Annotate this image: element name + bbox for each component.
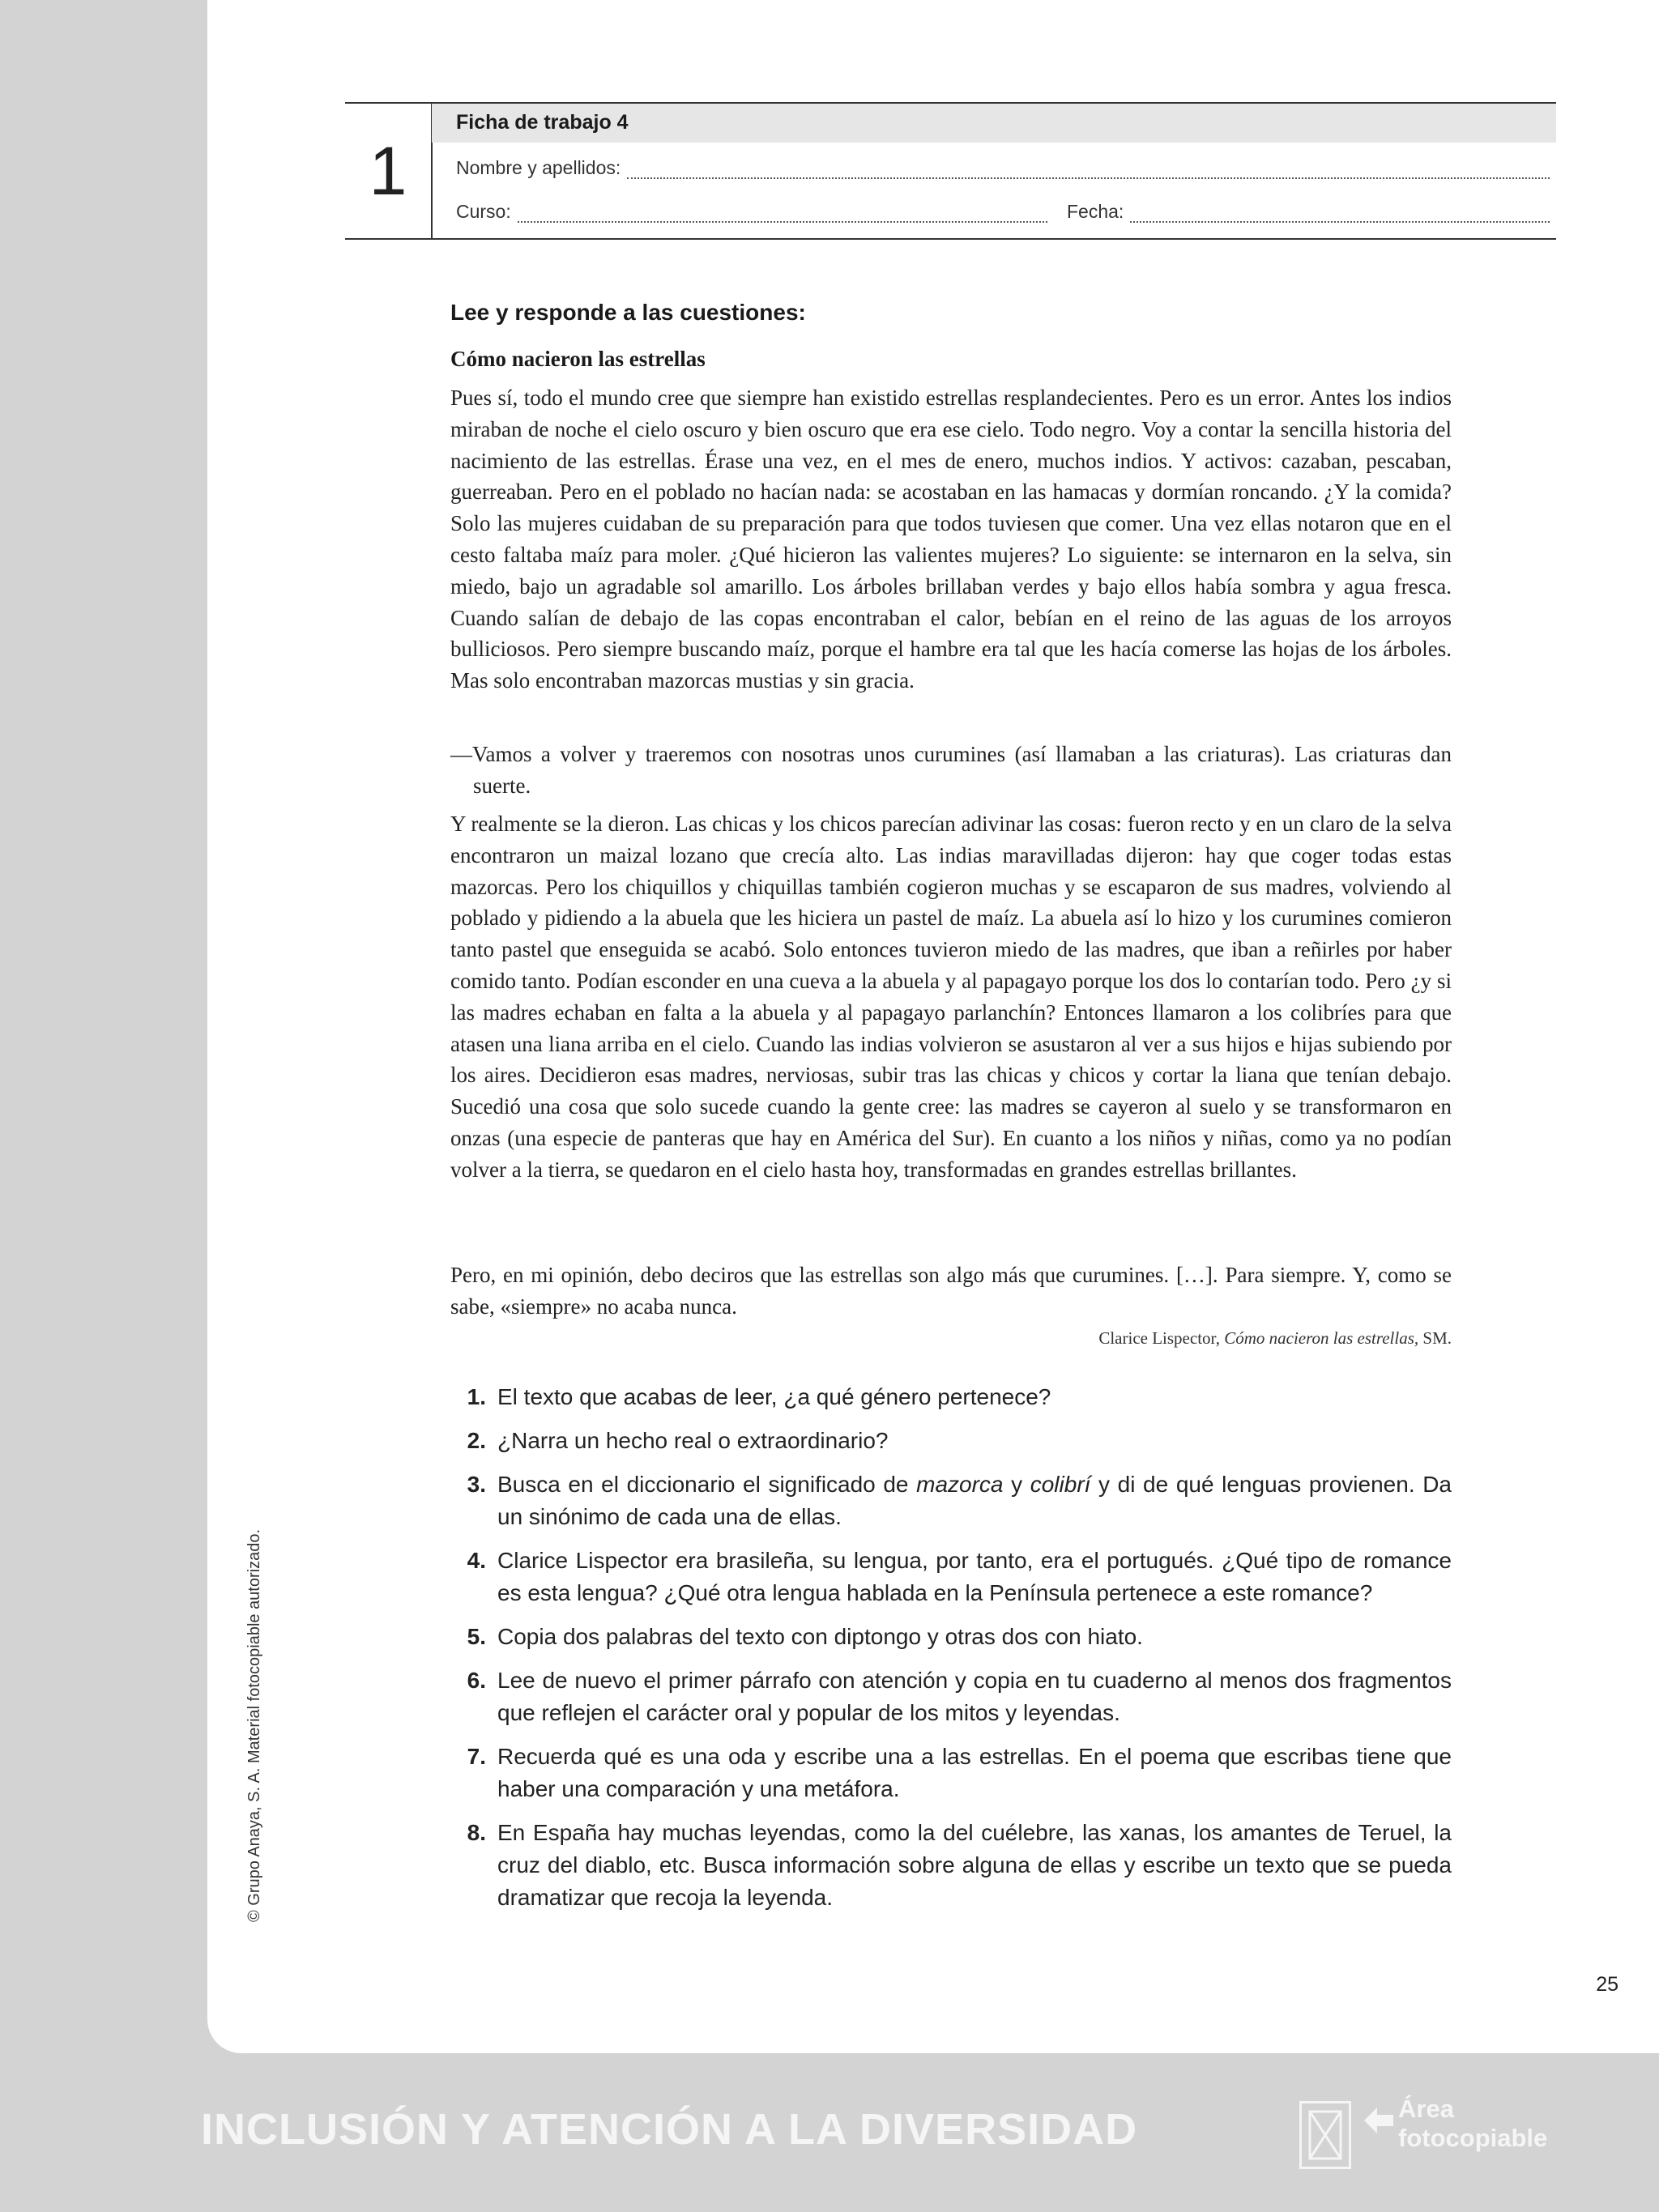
worksheet-header <box>345 102 1556 240</box>
date-label: Fecha: <box>1067 201 1124 222</box>
questions-list <box>450 1381 1452 1925</box>
question-text-part: y <box>1003 1472 1030 1497</box>
story-dialogue: —Vamos a volver y traeremos con nosotras unos curumines (así llamaban a las criaturas). Las criaturas dan suerte. <box>450 742 1452 798</box>
question-number: 7. <box>467 1744 486 1769</box>
story-credit <box>1098 1328 1452 1349</box>
question-number: 4. <box>467 1548 486 1573</box>
date-field[interactable] <box>1067 201 1550 223</box>
credit-author: Clarice Lispector, <box>1098 1328 1225 1348</box>
term-mazorca: mazorca <box>916 1472 1004 1497</box>
course-dotted-line <box>518 207 1047 223</box>
question-item <box>450 1381 1452 1413</box>
arrow-left-icon <box>1363 2104 1395 2141</box>
footer-area-label <box>1398 2095 1547 2153</box>
question-item <box>450 1664 1452 1729</box>
name-label: Nombre y apellidos: <box>456 157 621 178</box>
course-label: Curso: <box>456 201 511 222</box>
question-item <box>450 1621 1452 1653</box>
credit-publisher: SM. <box>1418 1328 1452 1348</box>
question-item <box>450 1468 1452 1533</box>
page-number: 25 <box>1596 1973 1618 1996</box>
question-number: 5. <box>467 1624 486 1649</box>
question-text: ¿Narra un hecho real o extraordinario? <box>497 1428 889 1453</box>
question-text-part: Busca en el diccionario el significado de <box>497 1472 917 1497</box>
question-number: 1. <box>467 1384 486 1409</box>
question-text: Copia dos palabras del texto con diptongo y otras dos con hiato. <box>497 1624 1143 1649</box>
question-number: 3. <box>467 1472 486 1497</box>
story-title: Cómo nacieron las estrellas <box>450 347 706 371</box>
question-item <box>450 1817 1452 1914</box>
footer-title: INCLUSIÓN Y ATENCIÓN A LA DIVERSIDAD <box>201 2105 1138 2154</box>
story-paragraph-3: Pero, en mi opinión, debo deciros que las estrellas son algo más que curumines. […]. Para siempre. Y, como se sabe, «siempre» no acaba nunca. <box>450 1263 1452 1319</box>
story-paragraph-2: Y realmente se la dieron. Las chicas y los chicos parecían adivinar las cosas: fueron recto y en un claro de la selva encontraron un maizal lozano que crecía alto. Las indias maravilladas dijeron: hay que coger todas estas mazorcas. Pero los chiquillos y chiquillas también cogieron muchas y se escaparon de sus madres, volviendo al poblado y pidiendo a la abuela que les hiciera un pastel de maíz. La abuela así lo hizo y los curumines comieron tanto pastel que enseguida se acabó. Solo entonces tuvieron miedo de las madres, que iban a reñirles por haber comido tanto. Podían esconder en una cueva a la abuela y al papagayo porque los dos lo contarían todo. Pero ¿y si las madres echaban en falta a la abuela y al papagayo parlanchín? Entonces llamaron a los colibríes para que atasen una liana arriba en el cielo. Cuando las indias volvieron se asustaron al ver a sus hijos e hijas subiendo por los aires. Decidieron esas madres, nerviosas, subir tras las chicas y chicos y cortar la liana que tenían debajo. Sucedió una cosa que solo sucede cuando la gente cree: las madres se cayeron al suelo y se transformaron en onzas (una especie de panteras que hay en América del Sur). En cuanto a los niños y niñas, como ya no podían volver a la tierra, se quedaron en el cielo hasta hoy, transformadas en grandes estrellas brillantes. <box>450 812 1452 1182</box>
question-number: 8. <box>467 1820 486 1845</box>
copyright-note: © Grupo Anaya, S. A. Material fotocopiable autorizado. <box>245 1528 263 1922</box>
question-number: 2. <box>467 1428 486 1453</box>
question-item <box>450 1741 1452 1805</box>
question-item <box>450 1425 1452 1457</box>
name-dotted-line <box>627 163 1550 179</box>
question-text-part: y di de qué lenguas provienen. Da un sinónimo de cada una de ellas. <box>497 1472 1452 1529</box>
footer-area-line2: fotocopiable <box>1398 2124 1548 2152</box>
sheet-title: Ficha de trabajo 4 <box>456 111 629 134</box>
question-text <box>497 1468 1452 1533</box>
question-text: El texto que acabas de leer, ¿a qué género pertenece? <box>497 1384 1051 1409</box>
credit-work: Cómo nacieron las estrellas, <box>1224 1328 1419 1348</box>
question-text: Clarice Lispector era brasileña, su lengua, por tanto, era el portugués. ¿Qué tipo de romance es esta lengua? ¿Qué otra lengua hablada en la Península pertenece a este romance? <box>497 1548 1452 1605</box>
story-paragraph-1: Pues sí, todo el mundo cree que siempre han existido estrellas resplandecientes. Pero es un error. Antes los indios miraban de noche el cielo oscuro y bien oscuro que era ese cielo. Todo negro. Voy a contar la sencilla historia del nacimiento de las estrellas. Érase una vez, en el mes de enero, muchos indios. Y activos: cazaban, pescaban, guerreaban. Pero en el poblado no hacían nada: se acostaban en las hamacas y dormían roncando. ¿Y la comida? Solo las mujeres cuidaban de su preparación para que todos tuviesen que comer. Una vez ellas notaron que en el cesto faltaba maíz para moler. ¿Qué hicieron las valientes mujeres? Lo siguiente: se internaron en la selva, sin miedo, bajo un agradable sol amarillo. Los árboles brillaban verdes y bajo ellos había sombra y agua fresca. Cuando salían de debajo de las copas encontraban el calor, bebían en el reino de las aguas de los arroyos bulliciosos. Pero siempre buscando maíz, porque el hambre era tal que les hacía comerse las hojas de los árboles. Mas solo encontraban mazorcas mustias y sin gracia. <box>450 386 1452 693</box>
question-text: Lee de nuevo el primer párrafo con atención y copia en tu cuaderno al menos dos fragmentos que reflejen el carácter oral y popular de los mitos y leyendas. <box>497 1668 1452 1725</box>
course-field[interactable] <box>456 201 1047 223</box>
question-number: 6. <box>467 1668 486 1693</box>
question-text: En España hay muchas leyendas, como la del cuélebre, las xanas, los amantes de Teruel, la cruz del diablo, etc. Busca información sobre alguna de ellas y escribe un texto que se pueda dramatizar que recoja la leyenda. <box>497 1820 1452 1910</box>
name-field[interactable] <box>456 157 1550 179</box>
unit-number: 1 <box>345 104 433 238</box>
question-item <box>450 1545 1452 1609</box>
question-text: Recuerda qué es una oda y escribe una a las estrellas. En el poema que escribas tiene que haber una comparación y una metáfora. <box>497 1744 1452 1801</box>
date-dotted-line <box>1130 207 1550 223</box>
term-colibri: colibrí <box>1030 1472 1091 1497</box>
footer-area-line1: Área <box>1398 2095 1454 2123</box>
instruction-heading: Lee y responde a las cuestiones: <box>450 300 806 325</box>
photocopy-icon <box>1299 2101 1351 2169</box>
